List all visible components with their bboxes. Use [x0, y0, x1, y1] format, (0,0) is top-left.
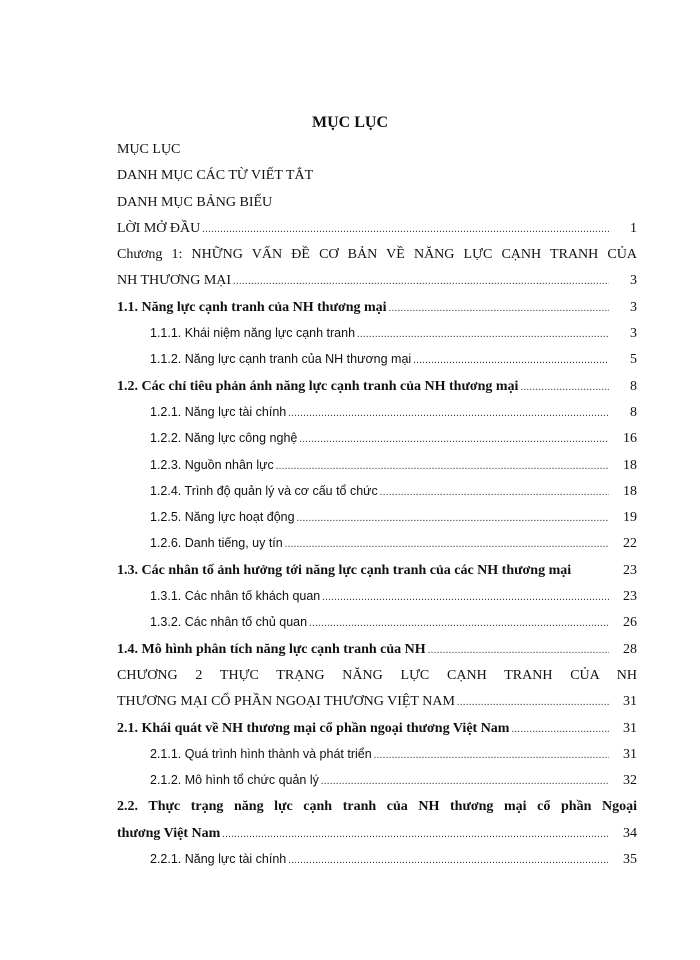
toc-entry [117, 536, 637, 562]
toc-entry [117, 589, 637, 615]
toc-entry-text: 1.2.1. Năng lực tài chính [150, 404, 287, 419]
leader-dots [428, 645, 609, 656]
toc-entry [117, 615, 637, 641]
toc-entry [117, 694, 637, 720]
toc-entry-text: thương Việt Nam [117, 825, 221, 841]
toc-entry [117, 510, 637, 536]
toc-page-number: 31 [623, 720, 637, 736]
toc-entry [117, 247, 637, 273]
leader-dots [357, 329, 609, 340]
leader-dots [297, 513, 609, 524]
leader-dots [322, 592, 609, 603]
toc-entry [117, 221, 637, 247]
toc-entry [117, 773, 637, 799]
toc-entry [117, 826, 637, 852]
toc-page-number: 32 [623, 773, 637, 789]
leader-dots [511, 724, 609, 735]
toc-entry [117, 668, 637, 694]
toc-entry-text: 1.1.1. Khái niệm năng lực cạnh tranh [150, 326, 356, 341]
toc-entry-text: 1.4. Mô hình phân tích năng lực cạnh tranh của NH [117, 641, 426, 657]
toc-page-number: 23 [623, 589, 637, 605]
toc-entry [117, 300, 637, 326]
toc-entry-text: 1.2.3. Nguồn nhân lực [150, 457, 274, 472]
toc-page-number: 35 [623, 852, 637, 868]
toc-page-number: 34 [623, 825, 637, 841]
toc-entry [117, 405, 637, 431]
leader-dots [288, 408, 609, 419]
toc-page-number: 16 [623, 431, 637, 447]
leader-dots [299, 434, 609, 445]
toc-entry-text: 1.1. Năng lực cạnh tranh của NH thương mại [117, 299, 387, 315]
toc-entry-text: 1.2.5. Năng lực hoạt động [150, 510, 295, 525]
leader-dots [374, 750, 609, 761]
toc-entry [117, 273, 637, 299]
toc-entry-text: 1.2.2. Năng lực công nghệ [150, 431, 298, 446]
toc-entry [117, 642, 637, 668]
toc-entry [117, 379, 637, 405]
toc-entry [117, 326, 637, 352]
toc-page-number: 3 [630, 326, 637, 342]
toc-entry-text: 2.1.2. Mô hình tổ chức quản lý [150, 773, 319, 788]
toc-entry-text: Chương 1: NHỮNG VẤN ĐỀ CƠ BẢN VỀ NĂNG LỰC CẠNH TRANH CỦA [117, 247, 637, 263]
toc-entry [117, 484, 637, 510]
toc-entry-text: 1.3.1. Các nhân tố khách quan [150, 589, 321, 604]
toc-page-number: 8 [630, 404, 637, 420]
toc-entry [117, 195, 637, 221]
toc-page-number: 18 [623, 457, 637, 473]
toc-page-number: 28 [623, 641, 637, 657]
toc-entry [117, 747, 637, 773]
toc-entry-text: 1.2.6. Danh tiếng, uy tín [150, 536, 283, 551]
leader-dots [222, 829, 609, 840]
leader-dots [413, 355, 609, 366]
toc-entry [117, 799, 637, 825]
toc-page-number: 18 [623, 483, 637, 499]
toc-page-number: 8 [630, 378, 637, 394]
toc-entry-text: THƯƠNG MẠI CỔ PHẦN NGOẠI THƯƠNG VIỆT NAM [117, 694, 455, 710]
leader-dots [202, 224, 609, 235]
toc-page-number: 31 [623, 746, 637, 762]
toc-entry-text: 1.2. Các chỉ tiêu phản ánh năng lực cạnh tranh của NH thương mại [117, 378, 519, 394]
toc-entry-text: 2.2.1. Năng lực tài chính [150, 852, 287, 867]
toc-page-number: 1 [630, 220, 637, 236]
toc-entry [117, 168, 637, 194]
toc-entry-text: 2.1. Khái quát về NH thương mại cổ phần ngoại thương Việt Nam [117, 720, 510, 736]
toc-entry-text: CHƯƠNG 2 THỰC TRẠNG NĂNG LỰC CẠNH TRANH CỦA NH [117, 667, 637, 683]
toc-entry [117, 458, 637, 484]
leader-dots [520, 382, 609, 393]
toc-page-number: 3 [630, 273, 637, 289]
toc-page-number: 22 [623, 536, 637, 552]
toc-entry [117, 852, 637, 878]
toc-page-number: 31 [623, 694, 637, 710]
leader-dots [233, 276, 609, 287]
leader-dots [380, 487, 609, 498]
toc-entry [117, 563, 637, 589]
toc-entry [117, 431, 637, 457]
toc-page-number: 23 [623, 562, 637, 578]
leader-dots [276, 461, 609, 472]
leader-dots [285, 539, 609, 550]
toc-entry-text: 1.2.4. Trình độ quản lý và cơ cấu tổ chức [150, 483, 378, 498]
toc-entry [117, 142, 637, 168]
toc-entry-text: 1.3.2. Các nhân tố chủ quan [150, 615, 308, 630]
toc-entry [117, 721, 637, 747]
leader-dots [321, 776, 609, 787]
toc-entry-text: LỜI MỞ ĐẦU [117, 220, 201, 236]
leader-dots [288, 855, 609, 866]
toc-page-number: 26 [623, 615, 637, 631]
toc-entry-text: 1.3. Các nhân tố ảnh hưởng tới năng lực cạnh tranh của các NH thương mại [117, 562, 572, 578]
leader-dots [457, 697, 609, 708]
leader-dots [389, 303, 609, 314]
toc-entry [117, 352, 637, 378]
toc-entry-text: 2.1.1. Quá trình hình thành và phát triển [150, 746, 372, 761]
leader-dots [309, 618, 609, 629]
toc-entry-text: 1.1.2. Năng lực cạnh tranh của NH thương mại [150, 352, 412, 367]
toc-entry-text: DANH MỤC CÁC TỪ VIẾT TẮT [117, 168, 314, 184]
toc-page-number: 5 [630, 352, 637, 368]
toc-entry-text: DANH MỤC BẢNG BIỂU [117, 194, 273, 210]
toc-entry-text: NH THƯƠNG MẠI [117, 273, 232, 289]
toc-page-number: 3 [630, 299, 637, 315]
toc-entry-text: MỤC LỤC [117, 142, 181, 157]
toc-entry-text: 2.2. Thực trạng năng lực cạnh tranh của NH thương mại cổ phần Ngoại [117, 799, 637, 815]
toc-page-number: 19 [623, 510, 637, 526]
table-of-contents [117, 142, 637, 878]
toc-title: MỤC LỤC [312, 114, 388, 131]
